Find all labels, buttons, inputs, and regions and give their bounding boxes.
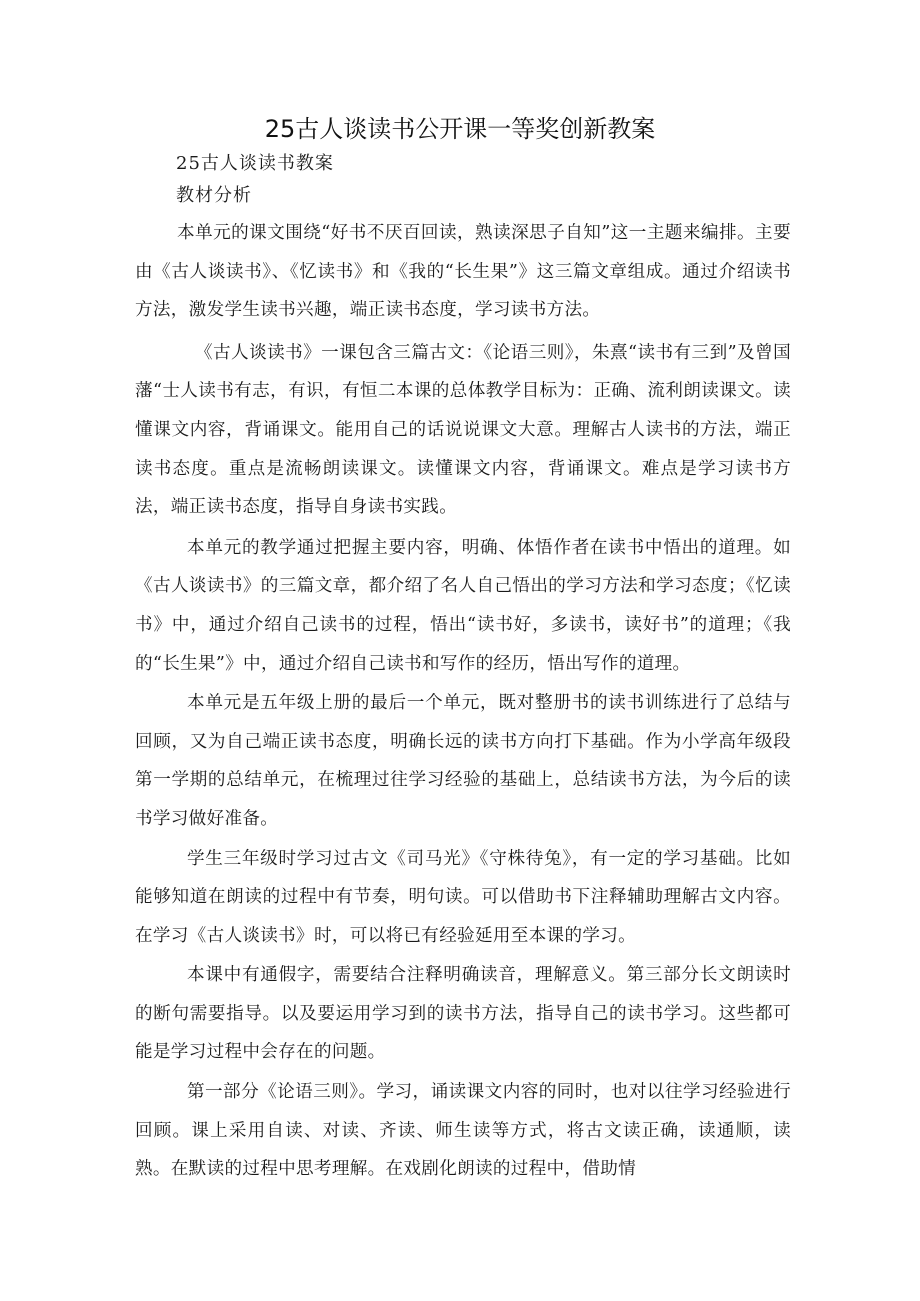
paragraph: 本单元的教学通过把握主要内容，明确、体悟作者在读书中悟出的道理。如《古人谈读书》的三篇文章，都介绍了名人自己悟出的学习方法和学习态度；《忆读书》中，通过介绍自己读书的过程，悟出“读书好，多读书，读好书”的道理；《我的“长生果”》中，通过介绍自己读书和写作的经历，悟出写作的道理。 xyxy=(135,537,791,674)
paragraph: 第一部分《论语三则》。学习，诵读课文内容的同时，也对以往学习经验进行回顾。课上采用自读、对读、齐读、师生读等方式，将古文读正确，读通顺，读熟。在默读的过程中思考理解。在戏剧化朗读的过程中，借助情 xyxy=(135,1082,791,1180)
document-body xyxy=(135,214,791,1189)
paragraph: 本课中有通假字，需要结合注释明确读音，理解意义。第三部分长文朗读时的断句需要指导。以及要运用学习到的读书方法，指导自己的读书学习。这些都可能是学习过程中会存在的问题。 xyxy=(135,965,791,1063)
document-title: 25古人谈读书公开课一等奖创新教案 xyxy=(264,115,656,143)
lesson-subtitle: 25古人谈读书教案 xyxy=(176,153,334,174)
section-heading: 教材分析 xyxy=(176,185,252,206)
paragraph: 本单元是五年级上册的最后一个单元，既对整册书的读书训练进行了总结与回顾，又为自己端正读书态度，明确长远的读书方向打下基础。作为小学高年级段第一学期的总结单元，在梳理过往学习经验的基础上，总结读书方法，为今后的读书学习做好准备。 xyxy=(135,693,791,829)
paragraph: 本单元的课文围绕“好书不厌百回读，熟读深思子自知”这一主题来编排。主要由《古人谈读书》、《忆读书》和《我的“长生果”》这三篇文章组成。通过介绍读书方法，激发学生读书兴趣，端正读书态度，学习读书方法。 xyxy=(135,223,791,321)
paragraph: 学生三年级时学习过古文《司马光》《守株待兔》，有一定的学习基础。比如能够知道在朗读的过程中有节奏，明句读。可以借助书下注释辅助理解古文内容。在学习《古人谈读书》时，可以将已有经验延用至本课的学习。 xyxy=(135,848,791,946)
paragraph: 《古人谈读书》一课包含三篇古文：《论语三则》，朱熹“读书有三到”及曾国藩“士人读书有志，有识，有恒二本课的总体教学目标为：正确、流利朗读课文。读懂课文内容，背诵课文。能用自己的话说说课文大意。理解古人读书的方法，端正读书态度。重点是流畅朗读课文。读懂课文内容，背诵课文。难点是学习读书方法，端正读书态度，指导自身读书实践。 xyxy=(135,342,791,518)
